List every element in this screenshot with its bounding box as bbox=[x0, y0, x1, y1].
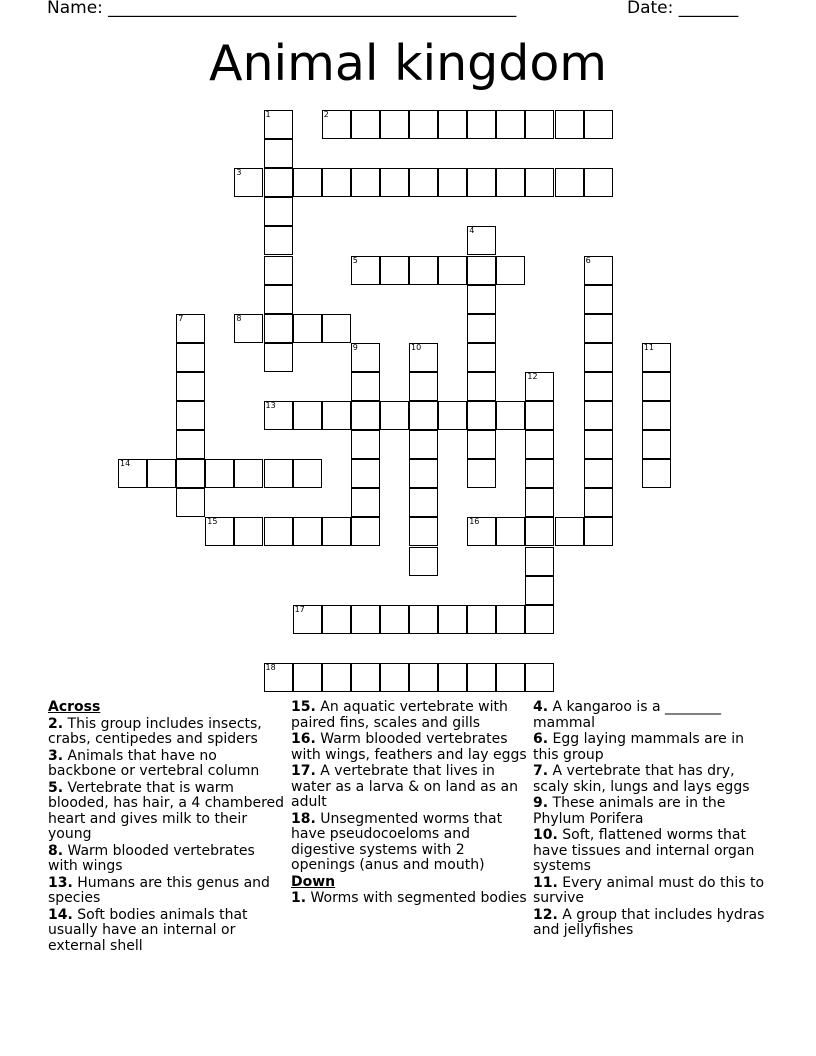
clue-item bbox=[48, 717, 288, 748]
clue-item-text: Soft bodies animals that usually have an internal or external shell bbox=[48, 906, 248, 954]
grid-cell[interactable] bbox=[147, 459, 176, 488]
grid-cell[interactable] bbox=[351, 343, 380, 372]
grid-cell[interactable] bbox=[584, 430, 613, 459]
clue-number: 14 bbox=[120, 459, 131, 469]
clue-item-number: 15. bbox=[291, 699, 316, 715]
grid-cell[interactable] bbox=[584, 459, 613, 488]
grid-cell[interactable] bbox=[409, 372, 438, 401]
grid-cell[interactable] bbox=[525, 517, 554, 546]
grid-cell[interactable] bbox=[409, 663, 438, 692]
grid-cell[interactable] bbox=[409, 547, 438, 576]
grid-cell[interactable] bbox=[351, 401, 380, 430]
grid-cell[interactable] bbox=[351, 663, 380, 692]
clue-item-number: 18. bbox=[291, 810, 316, 827]
grid-cell[interactable] bbox=[380, 605, 409, 634]
clue-item bbox=[533, 908, 773, 939]
grid-cell[interactable] bbox=[409, 110, 438, 139]
clue-item-number: 7. bbox=[533, 763, 549, 779]
grid-cell[interactable] bbox=[438, 256, 467, 285]
grid-cell[interactable] bbox=[525, 168, 554, 197]
grid-cell[interactable] bbox=[467, 430, 496, 459]
grid-cell[interactable] bbox=[293, 605, 322, 634]
grid-cell[interactable] bbox=[351, 488, 380, 517]
clue-item-text: Egg laying mammals are in this group bbox=[533, 731, 744, 763]
grid-cell[interactable] bbox=[322, 517, 351, 546]
clue-item-text: A group that includes hydras and jellyfishes bbox=[533, 906, 765, 938]
grid-cell[interactable] bbox=[409, 256, 438, 285]
grid-cell[interactable] bbox=[555, 168, 584, 197]
clue-item bbox=[533, 700, 773, 731]
grid-cell[interactable] bbox=[584, 372, 613, 401]
grid-cell[interactable] bbox=[496, 110, 525, 139]
grid-cell[interactable] bbox=[205, 517, 234, 546]
grid-cell[interactable] bbox=[438, 168, 467, 197]
grid-cell[interactable] bbox=[380, 663, 409, 692]
clue-item bbox=[533, 732, 773, 763]
grid-cell[interactable] bbox=[293, 401, 322, 430]
grid-cell[interactable] bbox=[642, 401, 671, 430]
grid-cell[interactable] bbox=[264, 517, 293, 546]
grid-cell[interactable] bbox=[351, 110, 380, 139]
clue-number: 10 bbox=[411, 342, 422, 352]
clue-item-text: A kangaroo is a ________ mammal bbox=[533, 699, 722, 731]
grid-cell[interactable] bbox=[525, 430, 554, 459]
grid-cell[interactable] bbox=[496, 256, 525, 285]
grid-cell[interactable] bbox=[467, 110, 496, 139]
clue-item bbox=[533, 796, 773, 827]
grid-cell[interactable] bbox=[584, 110, 613, 139]
clue-item-text: These animals are in the Phylum Porifera bbox=[533, 795, 726, 827]
grid-cell[interactable] bbox=[409, 605, 438, 634]
grid-cell[interactable] bbox=[584, 285, 613, 314]
clue-column-2 bbox=[291, 700, 529, 908]
grid-cell[interactable] bbox=[264, 343, 293, 372]
clue-number: 6 bbox=[585, 255, 591, 265]
grid-cell[interactable] bbox=[351, 372, 380, 401]
grid-cell[interactable] bbox=[584, 168, 613, 197]
clue-item-number: 13. bbox=[48, 874, 73, 891]
grid-cell[interactable] bbox=[467, 314, 496, 343]
grid-cell[interactable] bbox=[467, 605, 496, 634]
clue-item bbox=[291, 812, 529, 874]
clue-item-text: Animals that have no backbone or vertebral column bbox=[48, 747, 260, 779]
clue-item-text: A vertebrate that lives in water as a larva & on land as an adult bbox=[291, 763, 518, 810]
clue-item-text: This group includes insects, crabs, centipedes and spiders bbox=[48, 715, 262, 747]
clue-number: 9 bbox=[352, 342, 358, 352]
grid-cell[interactable] bbox=[176, 314, 205, 343]
clue-number: 13 bbox=[265, 401, 276, 410]
clue-number: 3 bbox=[236, 168, 242, 178]
grid-cell[interactable] bbox=[264, 314, 293, 343]
grid-cell[interactable] bbox=[322, 401, 351, 430]
grid-cell[interactable] bbox=[176, 488, 205, 517]
grid-cell[interactable] bbox=[351, 430, 380, 459]
clue-item bbox=[291, 700, 529, 731]
grid-cell[interactable] bbox=[264, 256, 293, 285]
grid-cell[interactable] bbox=[176, 459, 205, 488]
grid-cell[interactable] bbox=[438, 110, 467, 139]
clue-item-text: Worms with segmented bodies bbox=[310, 890, 527, 906]
grid-cell[interactable] bbox=[176, 372, 205, 401]
grid-cell[interactable] bbox=[293, 663, 322, 692]
grid-cell[interactable] bbox=[584, 314, 613, 343]
grid-cell[interactable] bbox=[264, 110, 293, 139]
grid-cell[interactable] bbox=[642, 430, 671, 459]
grid-cell[interactable] bbox=[555, 110, 584, 139]
grid-cell[interactable] bbox=[467, 285, 496, 314]
clue-item bbox=[291, 891, 529, 907]
grid-cell[interactable] bbox=[351, 517, 380, 546]
clue-item-text: Warm blooded vertebrates with wings bbox=[48, 842, 255, 874]
clue-number: 8 bbox=[236, 313, 242, 323]
clue-item bbox=[291, 764, 529, 811]
grid-cell[interactable] bbox=[467, 372, 496, 401]
grid-cell[interactable] bbox=[293, 314, 322, 343]
clue-item-number: 2. bbox=[48, 715, 64, 732]
grid-cell[interactable] bbox=[234, 459, 263, 488]
grid-cell[interactable] bbox=[642, 372, 671, 401]
grid-cell[interactable] bbox=[555, 517, 584, 546]
clue-item bbox=[48, 908, 288, 955]
grid-cell[interactable] bbox=[351, 168, 380, 197]
clue-item-number: 14. bbox=[48, 906, 73, 923]
grid-cell[interactable] bbox=[351, 256, 380, 285]
clue-number: 15 bbox=[207, 517, 218, 527]
clue-item bbox=[48, 749, 288, 780]
grid-cell[interactable] bbox=[264, 168, 293, 197]
grid-cell[interactable] bbox=[380, 110, 409, 139]
grid-cell[interactable] bbox=[380, 256, 409, 285]
clue-number: 17 bbox=[294, 604, 305, 614]
grid-cell[interactable] bbox=[642, 343, 671, 372]
grid-cell[interactable] bbox=[380, 168, 409, 197]
grid-cell[interactable] bbox=[584, 401, 613, 430]
grid-cell[interactable] bbox=[438, 605, 467, 634]
grid-cell[interactable] bbox=[176, 401, 205, 430]
clue-item-number: 12. bbox=[533, 906, 558, 923]
clue-item bbox=[533, 876, 773, 907]
clue-number: 1 bbox=[265, 110, 271, 119]
grid-cell[interactable] bbox=[496, 401, 525, 430]
clue-number: 2 bbox=[323, 110, 329, 119]
clue-number: 16 bbox=[469, 517, 480, 527]
clue-item-number: 4. bbox=[533, 699, 549, 715]
grid-cell[interactable] bbox=[322, 314, 351, 343]
clue-item-number: 11. bbox=[533, 874, 558, 891]
grid-cell[interactable] bbox=[496, 168, 525, 197]
across-heading: Across bbox=[48, 699, 101, 715]
grid-cell[interactable] bbox=[264, 459, 293, 488]
grid-cell[interactable] bbox=[525, 488, 554, 517]
grid-cell[interactable] bbox=[409, 168, 438, 197]
grid-cell[interactable] bbox=[264, 139, 293, 168]
page-title: Animal kingdom bbox=[208, 35, 608, 92]
grid-cell[interactable] bbox=[467, 401, 496, 430]
clue-item bbox=[48, 781, 288, 843]
clue-item-text: Every animal must do this to survive bbox=[533, 874, 765, 906]
grid-cell[interactable] bbox=[525, 459, 554, 488]
clue-item-number: 3. bbox=[48, 747, 64, 764]
grid-cell[interactable] bbox=[496, 663, 525, 692]
clue-item-number: 8. bbox=[48, 842, 64, 859]
grid-cell[interactable] bbox=[351, 605, 380, 634]
grid-cell[interactable] bbox=[525, 401, 554, 430]
grid-cell[interactable] bbox=[467, 517, 496, 546]
grid-cell[interactable] bbox=[438, 663, 467, 692]
grid-cell[interactable] bbox=[176, 430, 205, 459]
grid-cell[interactable] bbox=[264, 226, 293, 255]
grid-cell[interactable] bbox=[467, 226, 496, 255]
clue-item-text: Humans are this genus and species bbox=[48, 874, 270, 906]
grid-cell[interactable] bbox=[205, 459, 234, 488]
grid-cell[interactable] bbox=[409, 430, 438, 459]
grid-cell[interactable] bbox=[584, 517, 613, 546]
grid-cell[interactable] bbox=[525, 605, 554, 634]
clue-item-number: 17. bbox=[291, 763, 316, 779]
grid-cell[interactable] bbox=[293, 459, 322, 488]
grid-cell[interactable] bbox=[176, 343, 205, 372]
clue-number: 7 bbox=[178, 313, 184, 323]
grid-cell[interactable] bbox=[409, 401, 438, 430]
grid-cell[interactable] bbox=[234, 314, 263, 343]
grid-cell[interactable] bbox=[467, 343, 496, 372]
clue-item bbox=[533, 764, 773, 795]
clue-item-text: Unsegmented worms that have pseudocoeloms and digestive systems with 2 openings (anus and mouth) bbox=[291, 810, 503, 873]
grid-cell[interactable] bbox=[322, 168, 351, 197]
grid-cell[interactable] bbox=[293, 517, 322, 546]
grid-cell[interactable] bbox=[496, 517, 525, 546]
grid-cell[interactable] bbox=[584, 343, 613, 372]
clue-number: 11 bbox=[643, 342, 654, 352]
grid-cell[interactable] bbox=[409, 517, 438, 546]
grid-cell[interactable] bbox=[467, 459, 496, 488]
clue-item-text: A vertebrate that has dry, scaly skin, lungs and lays eggs bbox=[533, 763, 750, 795]
grid-cell[interactable] bbox=[525, 110, 554, 139]
grid-cell[interactable] bbox=[467, 168, 496, 197]
clue-column-3 bbox=[533, 700, 773, 940]
grid-cell[interactable] bbox=[409, 459, 438, 488]
clue-item bbox=[291, 732, 529, 763]
grid-cell[interactable] bbox=[322, 663, 351, 692]
clue-column-1 bbox=[48, 700, 288, 955]
grid-cell[interactable] bbox=[234, 168, 263, 197]
clue-number: 18 bbox=[265, 662, 276, 672]
clue-item bbox=[48, 876, 288, 907]
grid-cell[interactable] bbox=[264, 197, 293, 226]
grid-cell[interactable] bbox=[642, 459, 671, 488]
clue-item bbox=[533, 828, 773, 875]
grid-cell[interactable] bbox=[264, 663, 293, 692]
clue-item-text: Warm blooded vertebrates with wings, feathers and lay eggs bbox=[291, 731, 527, 763]
grid-cell[interactable] bbox=[234, 517, 263, 546]
name-line: Name: ________________________________________________ bbox=[47, 0, 517, 18]
grid-cell[interactable] bbox=[467, 256, 496, 285]
clue-item-number: 1. bbox=[291, 890, 307, 906]
down-heading: Down bbox=[291, 873, 336, 890]
grid-cell[interactable] bbox=[264, 285, 293, 314]
grid-cell[interactable] bbox=[584, 488, 613, 517]
grid-cell[interactable] bbox=[525, 372, 554, 401]
date-line: Date: _______ bbox=[627, 0, 739, 18]
clue-item-number: 9. bbox=[533, 795, 549, 811]
clue-item-number: 6. bbox=[533, 731, 549, 747]
grid-cell[interactable] bbox=[467, 663, 496, 692]
grid-cell[interactable] bbox=[351, 459, 380, 488]
grid-cell[interactable] bbox=[525, 576, 554, 605]
grid-cell[interactable] bbox=[584, 256, 613, 285]
grid-cell[interactable] bbox=[409, 343, 438, 372]
clue-item-text: Vertebrate that is warm blooded, has hair, a 4 chambered heart and gives milk to their young bbox=[48, 779, 285, 842]
grid-cell[interactable] bbox=[322, 110, 351, 139]
grid-cell[interactable] bbox=[496, 605, 525, 634]
clue-item-number: 5. bbox=[48, 779, 64, 796]
clue-item bbox=[48, 844, 288, 875]
grid-cell[interactable] bbox=[438, 401, 467, 430]
grid-cell[interactable] bbox=[525, 547, 554, 576]
grid-cell[interactable] bbox=[293, 168, 322, 197]
grid-cell[interactable] bbox=[118, 459, 147, 488]
clue-item-number: 16. bbox=[291, 731, 316, 747]
clue-item-number: 10. bbox=[533, 827, 558, 843]
grid-cell[interactable] bbox=[525, 663, 554, 692]
clue-item-text: Soft, flattened worms that have tissues and internal organ systems bbox=[533, 827, 755, 874]
clue-number: 5 bbox=[352, 255, 358, 265]
clue-item-text: An aquatic vertebrate with paired fins, scales and gills bbox=[291, 699, 508, 731]
grid-cell[interactable] bbox=[322, 605, 351, 634]
grid-cell[interactable] bbox=[380, 401, 409, 430]
grid-cell[interactable] bbox=[264, 401, 293, 430]
clue-number: 12 bbox=[527, 371, 538, 381]
clue-number: 4 bbox=[469, 226, 475, 236]
grid-cell[interactable] bbox=[409, 488, 438, 517]
